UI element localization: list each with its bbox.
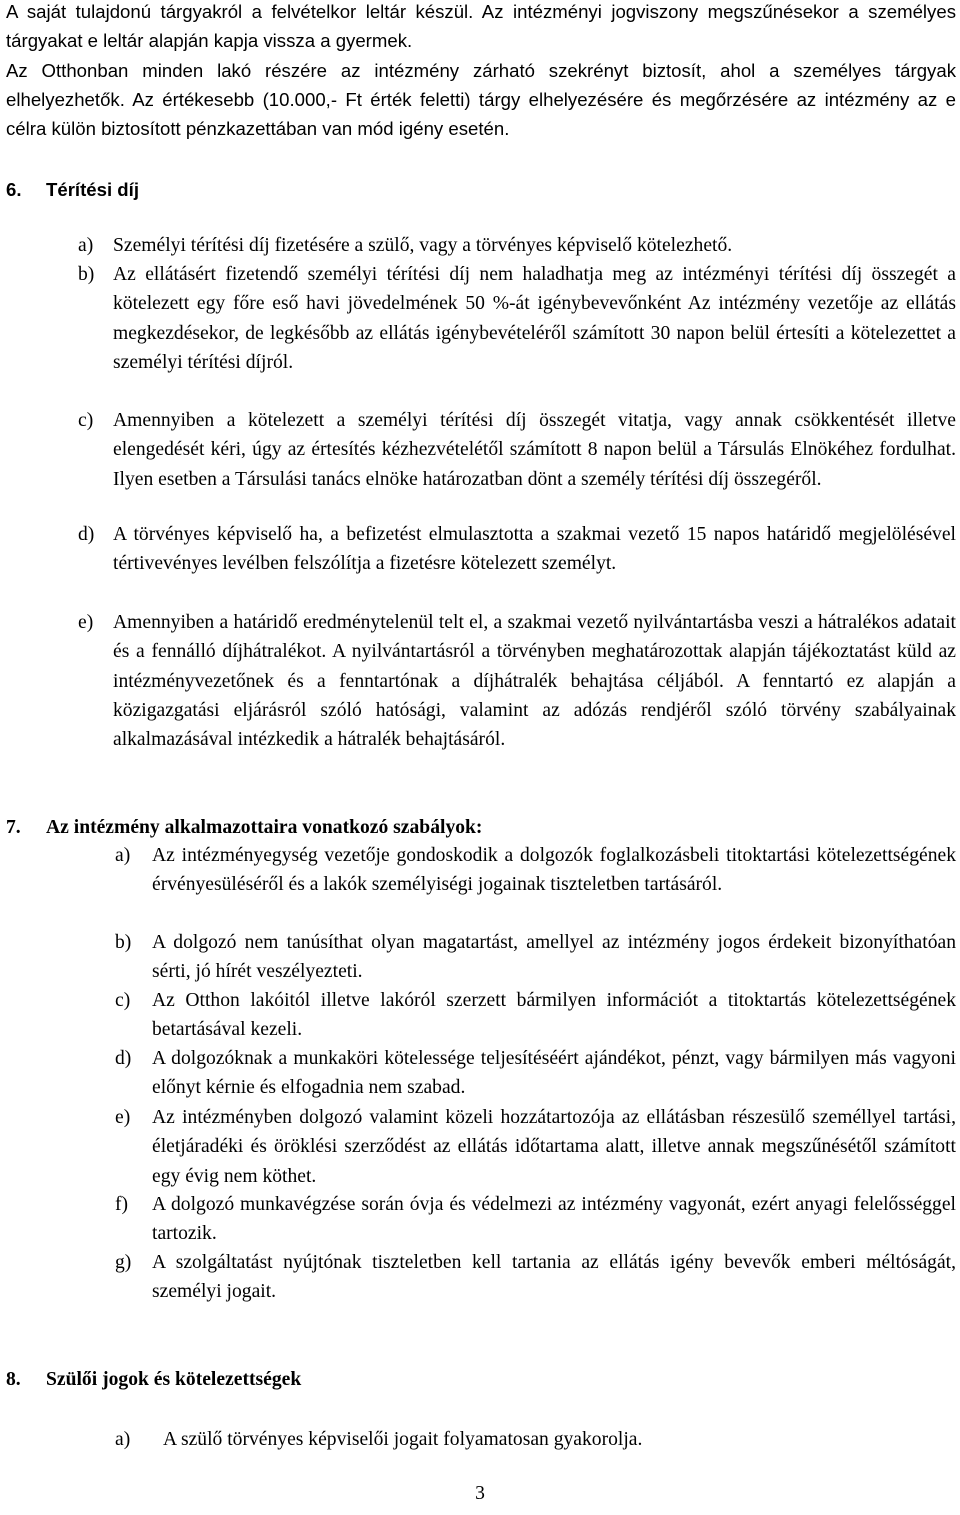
list-item-label: e) [78,612,94,633]
list-item [115,928,956,987]
list-item-label: e) [115,1107,131,1128]
list-item-text: Személyi térítési díj fizetésére a szülő, vagy a törvényes képviselő kötelezhető. [113,235,733,256]
list-item [78,608,956,754]
list-item-label: a) [78,235,94,256]
list-item [115,1103,956,1191]
page-number: 3 [475,1483,485,1504]
list-item [115,986,956,1045]
intro-paragraph-2: Az Otthonban minden lakó részére az intézmény zárható szekrényt biztosít, ahol a személyes tárgyak elhelyezhetők. Az értékesebb (10.000,- Ft érték feletti) tárgy elhelyezésére és megőrzésére az intézmény az e célra külön biztosított pénzkazettában van mód igény esetén. [6,59,956,140]
list-item-text: A szolgáltatást nyújtónak tiszteletben kell tartania az ellátás igény bevevők emberi méltóságát, személyi jogait. [152,1252,956,1303]
list-item-text: Az intézményegység vezetője gondoskodik a dolgozók foglalkozásbeli titoktartási kötelezettségének érvényesüléséről és a lakók személyiségi jogainak tiszteletben tartásáról. [152,845,956,896]
list-item-label: g) [115,1252,132,1273]
list-item [115,841,956,900]
list-item [115,1425,956,1454]
list-item-text: A dolgozóknak a munkaköri kötelessége teljesítéséért ajándékot, pénzt, vagy bármilyen más vagyoni előnyt kérnie és elfogadnia nem szabad. [152,1048,956,1099]
section-7-number: 7. [6,817,21,838]
intro-paragraph-1: A saját tulajdonú tárgyakról a felvételkor leltár készül. Az intézményi jogviszony megszűnésekor a személyes tárgyakat e leltár alapján kapja vissza a gyermek. [6,1,956,52]
list-item [115,1044,956,1103]
list-item-text: A törvényes képviselő ha, a befizetést elmulasztotta a szakmai vezető 15 napos határidő megjelölésével tértivevényes levélben felszólítja a fizetésre kötelezett személyt. [113,524,956,575]
list-item [78,520,956,579]
list-item-text: Amennyiben a határidő eredménytelenül telt el, a szakmai vezető nyilvántartásba veszi a hátralékos adatait és a fennálló díjhátralékot. A nyilvántartásról a törvényben meghatározottak alapján tájékoztatást küld az intézményvezetőnek és a fenntartónak a díjhátralék behajtása céljából. A fenntartó ez alapján a közigazgatási eljárásról szóló hatósági, valamint az adózás rendjéről szóló törvény szabályainak alkalmazásával intézkedik a hátralék behajtásáról. [113,612,956,751]
list-item-label: d) [115,1048,132,1069]
list-item-label: b) [115,932,132,953]
section-7-heading [6,813,706,843]
list-item-label: c) [115,990,131,1011]
list-item-text: A dolgozó munkavégzése során óvja és védelmezi az intézmény vagyonát, ezért anyagi felelősséggel tartozik. [152,1194,956,1245]
section-8-title: Szülői jogok és kötelezettségek [46,1369,302,1390]
list-item-text: A szülő törvényes képviselői jogait folyamatosan gyakorolja. [163,1429,643,1450]
list-item [78,406,956,494]
intro [6,0,956,143]
section-8-heading [6,1365,706,1395]
list-item-label: a) [115,845,131,866]
list-item-label: b) [78,264,95,285]
list-item-text: Az ellátásért fizetendő személyi térítési díj nem haladhatja meg az intézményi térítési díj összegét a kötelezett egy főre eső havi jövedelmének 50 %-át igénybevevőnként Az intézmény vezetője az ellátás megkezdésekor, de legkésőbb az ellátás igénybevételéről számított 30 napon belül értesíti a kötelezettet a személyi térítési díjról. [113,264,956,373]
section-6-heading [6,175,406,205]
section-6-title: Térítési díj [46,179,139,200]
section-6-number: 6. [6,179,22,200]
list-item [115,1248,956,1307]
list-item-text: Amennyiben a kötelezett a személyi térítési díj összegét vitatja, vagy annak csökkentését illetve elengedését kéri, úgy az értesítés kézhezvételétől számított 8 napon belül a Társulás Elnökéhez fordulhat. Ilyen esetben a Társulási tanács elnöke határozatban dönt a személy térítési díj összegéről. [113,410,956,490]
list-item [78,231,956,260]
section-7-title: Az intézmény alkalmazottaira vonatkozó szabályok: [46,817,483,838]
list-item-text: A dolgozó nem tanúsíthat olyan magatartást, amellyel az intézmény jogos érdekeit bizonyíthatóan sérti, jó hírét veszélyezteti. [152,932,956,983]
list-item-label: a) [115,1429,131,1450]
list-item-label: d) [78,524,95,545]
list-item [78,260,956,377]
list-item-text: Az intézményben dolgozó valamint közeli hozzátartozója az ellátásban részesülő személlyel tartási, életjáradéki és öröklési szerződést az ellátás időtartama alatt, illetve annak megszűnésétől számított egy évig nem köthet. [152,1107,956,1187]
list-item-text: Az Otthon lakóitól illetve lakóról szerzett bármilyen információt a titoktartás kötelezettségének betartásával kezeli. [152,990,956,1041]
list-item-label: f) [115,1194,129,1215]
section-8-number: 8. [6,1369,21,1390]
list-item [115,1190,956,1249]
list-item-label: c) [78,410,94,431]
